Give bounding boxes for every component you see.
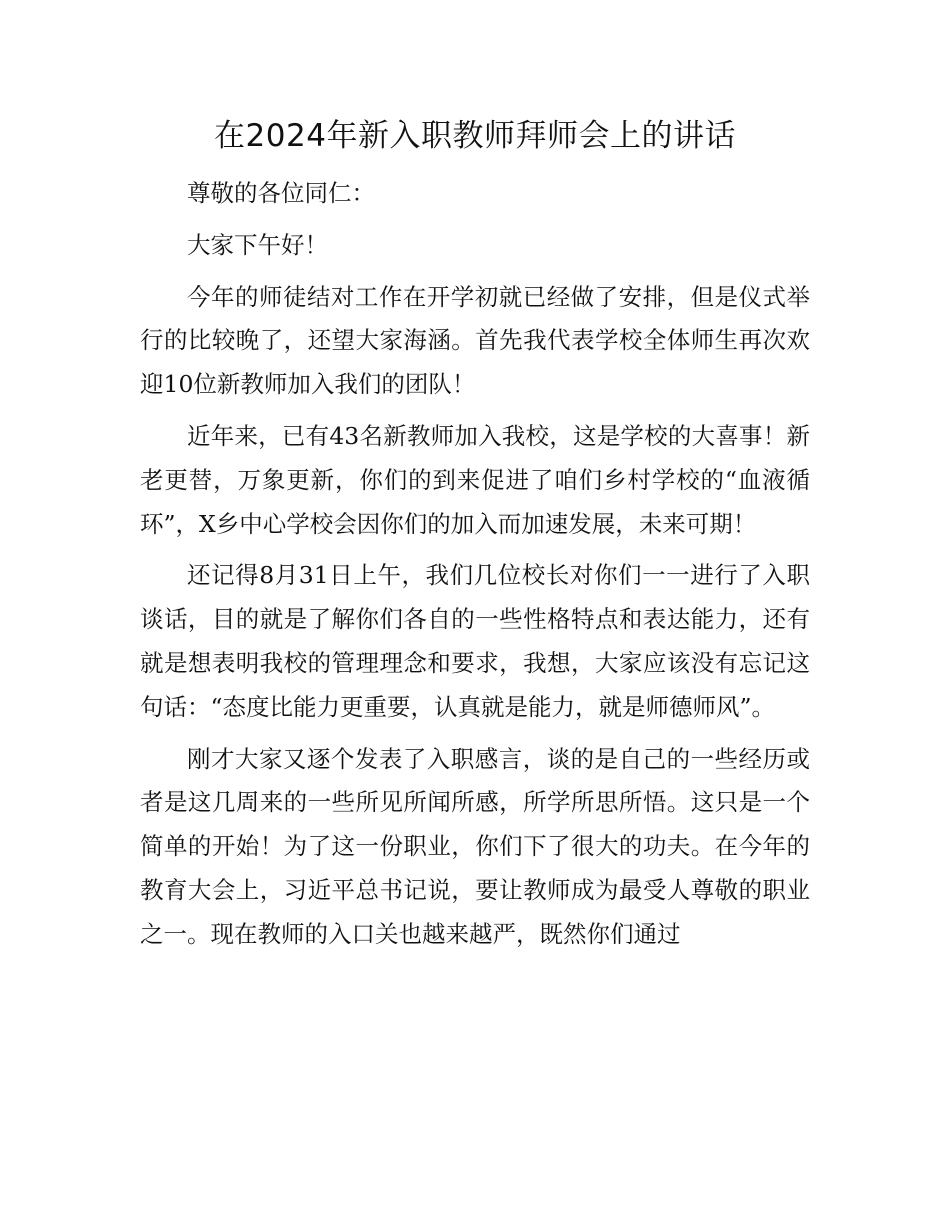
body-paragraph: 还记得8月31日上午，我们几位校长对你们一一进行了入职谈话，目的就是了解你们各自的一些性格特点和表达能力，还有就是想表明我校的管理理念和要求，我想，大家应该没有忘记这句话：“态度比能力更重要，认真就是能力，就是师德师风”。 [140, 561, 810, 721]
body-paragraph: 今年的师徒结对工作在开学初就已经做了安排，但是仪式举行的比较晚了，还望大家海涵。首先我代表学校全体师生再次欢迎10位新教师加入我们的团队！ [140, 282, 810, 399]
document-body [140, 164, 810, 957]
body-paragraph: 近年来，已有43名新教师加入我校，这是学校的大喜事！新老更替，万象更新，你们的到来促进了咱们乡村学校的“血液循环”，X乡中心学校会因你们的加入而加速发展，未来可期！ [140, 421, 810, 538]
document-title: 在2024年新入职教师拜师会上的讲话 [214, 118, 736, 154]
body-paragraph: 刚才大家又逐个发表了入职感言，谈的是自己的一些经历或者是这几周来的一些所见所闻所感，所学所思所悟。这只是一个简单的开始！为了这一份职业，你们下了很大的功夫。在今年的教育大会上，习近平总书记说，要让教师成为最受人尊敬的职业之一。现在教师的入口关也越来越严，既然你们通过 [140, 744, 810, 948]
greeting: 大家下午好！ [187, 230, 328, 259]
salutation: 尊敬的各位同仁： [187, 179, 375, 207]
